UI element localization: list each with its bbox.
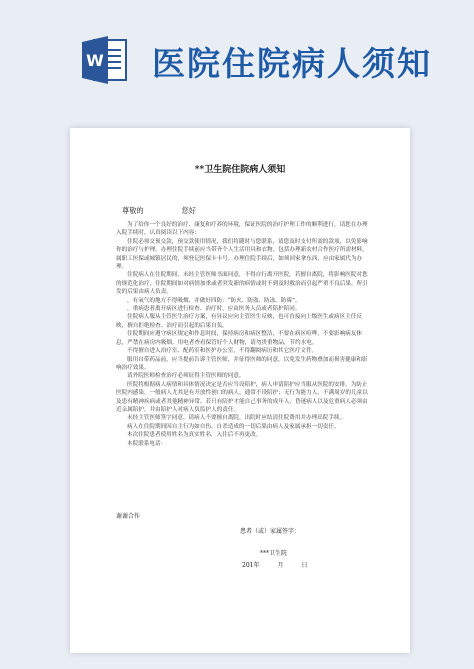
- salutation-left: 尊敬的: [122, 206, 144, 215]
- paragraph: ，有氧气的地方不得吸烟，并做好四防：“防火、防盗、防冻、防霉”。: [127, 297, 301, 304]
- paragraph: 住院期间应遵守病区规定和作息时间，保持病房和病区整洁，不要在病区喧哗，不要影响病友休息，严禁在病房内吸烟，用电者查看保管好个人财物，请勿贵重物品，节约水电。: [116, 331, 362, 346]
- paragraph: 为了给你一个良好的治疗、康复和疗养的环境，保证医院的治疗护理工作的顺利进行，请您在办理入院手续时，认真阅读以下内容：: [116, 222, 368, 237]
- hospital-name: ***卫生院: [260, 550, 288, 557]
- word-icon: [80, 34, 128, 86]
- paragraph: 服用自带药品前，应当提前告诉主管医师，并征得医师的同意，以免发生药物叠加而损害健康和影响治疗效果。: [116, 356, 368, 371]
- paragraph: 住院病人在住院期间，未经主管医师书面同意，不得自行离开医院。若擅自离院，将影响医院对您的规范化治疗，住院期间如对病情加重或者突发新的病情或时不到及时救治而引起严重不良后果，所引发的后果由病人负责。: [116, 272, 368, 296]
- document-body: [116, 221, 371, 448]
- paragraph: 病人在住院期间因自主行为如自伤、自杀造成的一切后果由病人及家属承担一切责任。: [127, 423, 340, 430]
- paragraph: 未经主管医师签字同意，请病人不要擅自离院。出院时应结清住院费用并办理出院手续。: [127, 415, 346, 422]
- paragraph: 本次住院患者使用姓名为真实姓名，入住后不再更改。: [127, 432, 262, 439]
- page-title: 医院住院病人须知: [152, 44, 432, 83]
- document-title: **卫生院住院病人须知: [194, 165, 286, 175]
- banner-header: [0, 0, 474, 120]
- date-year-label: 年: [253, 562, 260, 569]
- signature-label: 患者（或）家属签字：: [240, 528, 301, 535]
- date-month-label: 月: [277, 562, 284, 569]
- paragraph: 住院必须交预交款，预交款使用情况，我们将随时与您联系，请您及时支付所需的款项，以免影响你的治疗与护理。办理住院手续前应当带齐个人生活用具和衣物，包括办理新农村合作医疗所需材料，属职工医保或城镇居民的，须登记医保卡卡号。办理住院手续后，如须回家拿东西，应由家属代为办理。: [116, 238, 368, 271]
- paragraph: ，重病患者离开病区进行检查、治疗时，应由医务人员或者陪护陪同。: [127, 306, 301, 313]
- date-day-label: 日: [301, 562, 308, 569]
- salutation: [122, 206, 196, 216]
- paragraph: 住院病人服从主管医生治疗方案，有异议应向主管医生反映，也可直接向上级医生或病区主任反映，擅自拒绝检查、治疗而引起的后果自负。: [116, 314, 362, 329]
- closing-thanks: 谢谢合作: [116, 513, 141, 520]
- paragraph: 本院联系电话：: [127, 440, 167, 447]
- paragraph: 医院将根据病人病情和具体情况决定是否应当设陪护，病人申请陪护应当服从医院的安排。为防止医院内感染，一般病人尤其是有开放性创口的病人，通常不设陪护；无行为能力人、不满周岁的儿童以及患有精神疾病或者其他精神异常、若只有陪护才能自己事务的成年人、昏迷病人以及危重病人必须由近亲属陪护，并由陪护人对病人负监护人的责任。: [116, 381, 368, 413]
- date-year: 201: [242, 562, 254, 569]
- date-line: [242, 560, 308, 569]
- svg-text:W: W: [86, 51, 104, 70]
- paragraph: 请外院医师检查治疗必须征得主管医师的同意。: [127, 373, 245, 380]
- paragraph: 不得擅自进入治疗室、配药室和医护办公室，不得翻阅病历和其它医疗文件。: [127, 348, 318, 355]
- document-page: [70, 128, 410, 653]
- salutation-right: 您好: [181, 206, 196, 215]
